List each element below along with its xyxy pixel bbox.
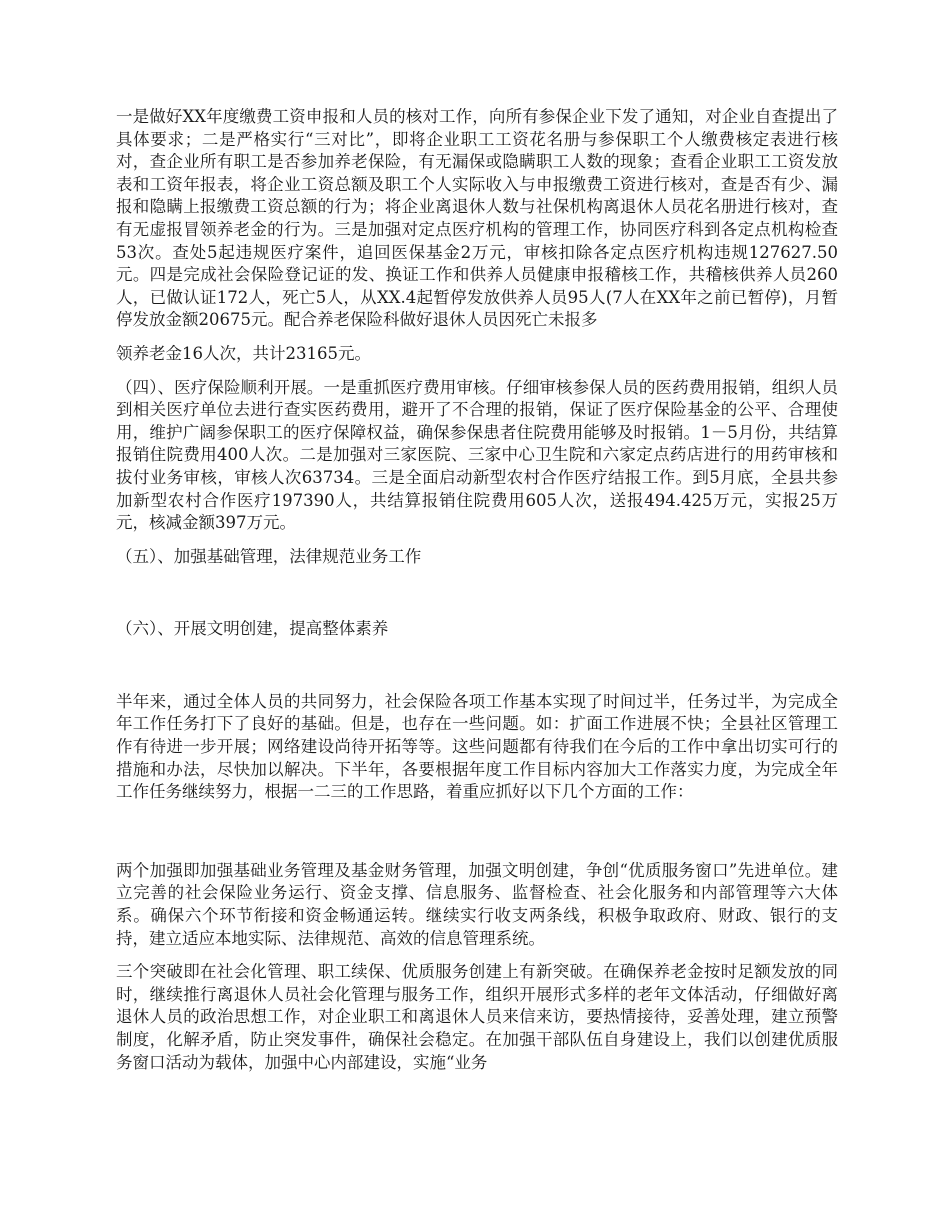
document-page <box>116 106 838 1074</box>
paragraph-pension-refund: 领养老金16人次，共计23165元。 <box>116 343 371 363</box>
paragraph-medical-insurance: （四）、医疗保险顺利开展。一是重抓医疗费用审核。仔细审核参保人员的医药费用报销，组织人员到相关医疗单位去进行查实医药费用，避开了不合理的报销，保证了医疗保险基金的公平、合理使用，维护广阔参保职工的医疗保障权益，确保参保患者住院费用能够及时报销。1－5月份，共结算报销住院费用400人次。二是加强对三家医院、三家中心卫生院和六家定点药店进行的用药审核和拔付业务审核，审核人次63734。三是全面启动新型农村合作医疗结报工作。到5月底，全县共参加新型农村合作医疗197390人，共结算报销住院费用605人次，送报494.425万元，实报25万元，核减金额397万元。 <box>116 377 838 533</box>
paragraph-two-strengthenings: 两个加强即加强基础业务管理及基金财务管理，加强文明创建，争创“优质服务窗口”先进单位。建立完善的社会保险业务运行、资金支撑、信息服务、监督检查、社会化服务和内部管理等六大体系。确保六个环节衔接和资金畅通运转。继续实行收支两条线，积极争取政府、财政、银行的支持，建立适应本地实际、法律规范、高效的信息管理系统。 <box>116 860 838 948</box>
heading-civilization-building: （六）、开展文明创建，提高整体素养 <box>116 619 389 639</box>
paragraph-three-breakthroughs: 三个突破即在社会化管理、职工续保、优质服务创建上有新突破。在确保养老金按时足额发放的同时，继续推行离退休人员社会化管理与服务工作，组织开展形式多样的老年文体活动，仔细做好离退休人员的政治思想工作，对企业职工和离退休人员来信来访，要热情接待，妥善处理，建立预警制度，化解矛盾，防止突发事件，确保社会稳定。在加强干部队伍自身建设上，我们以创建优质服务窗口活动为载体，加强中心内部建设，实施“业务 <box>116 962 838 1072</box>
paragraph-half-year-summary: 半年来，通过全体人员的共同努力，社会保险各项工作基本实现了时间过半，任务过半，为完成全年工作任务打下了良好的基础。但是，也存在一些问题。如：扩面工作进展不快；全县社区管理工作有待进一步开展；网络建设尚待开拓等等。这些问题都有待我们在今后的工作中拿出切实可行的措施和办法，尽快加以解决。下半年，各要根据年度工作目标内容加大工作落实力度，为完成全年工作任务继续努力，根据一二三的工作思路，着重应抓好以下几个方面的工作： <box>116 691 838 802</box>
paragraph-audit-work: 一是做好XX年度缴费工资申报和人员的核对工作，向所有参保企业下发了通知，对企业自查提出了具体要求；二是严格实行“三对比”，即将企业职工工资花名册与参保职工个人缴费核定表进行核对，查企业所有职工是否参加养老保险，有无漏保或隐瞒职工人数的现象；查看企业职工工资发放表和工资年报表，将企业工资总额及职工个人实际收入与申报缴费工资进行核对，查是否有少、漏报和隐瞒上报缴费工资总额的行为；将企业离退休人数与社保机构离退休人员花名册进行核对，查有无虚报冒领养老金的行为。三是加强对定点医疗机构的管理工作，协同医疗科到各定点机构检查53次。查处5起违规医疗案件，追回医保基金2万元，审核扣除各定点医疗机构违规127627.50元。四是完成社会保险登记证的发、换证工作和供养人员健康申报稽核工作，共稽核供养人员260人，已做认证172人，死亡5人，从XX.4起暂停发放供养人员95人(7人在XX年之前已暂停)，月暂停发放金额20675元。配合养老保险科做好退休人员因死亡未报多 <box>116 107 838 330</box>
heading-basic-management: （五）、加强基础管理，法律规范业务工作 <box>116 546 422 566</box>
